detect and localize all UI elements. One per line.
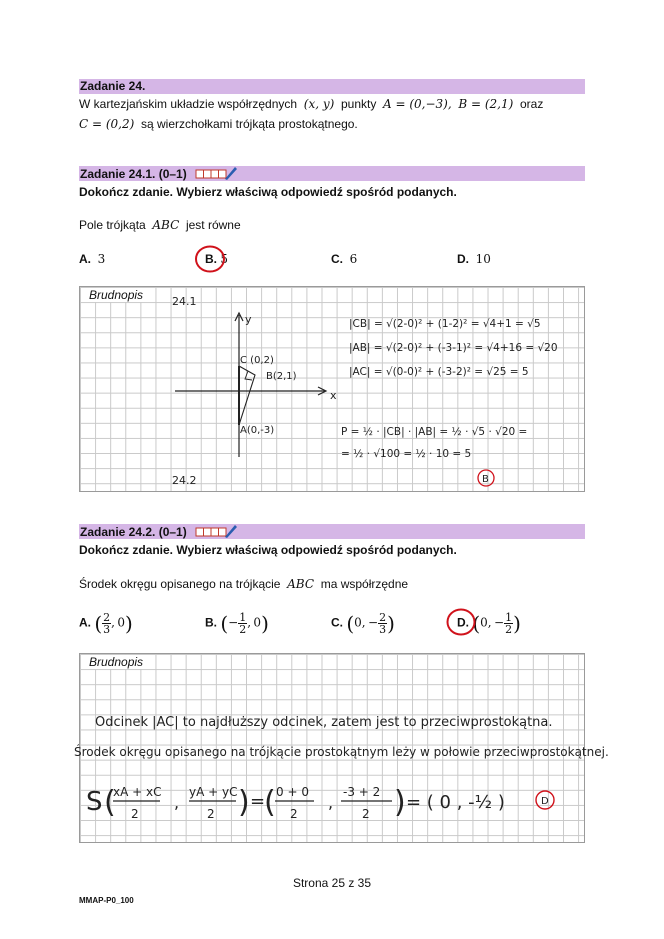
svg-text:,: , <box>328 793 334 812</box>
exam-code: MMAP-P0_100 <box>79 896 134 905</box>
hw-answer: B <box>482 474 489 485</box>
task24-2-header <box>79 524 585 539</box>
hw-line-cb: |CB| = √(2-0)² + (1-2)² = √4+1 = √5 <box>349 318 541 330</box>
hw-next-section: 24.2 <box>172 474 197 487</box>
option-24-1-c[interactable]: C. 6 <box>331 252 358 266</box>
svg-text:,: , <box>174 793 180 812</box>
draft-label: Brudnopis <box>86 655 146 669</box>
hw-frac3-num: 0 + 0 <box>276 785 309 799</box>
hw-x-label: x <box>330 389 337 402</box>
hw-point-a: A(0,-3) <box>240 425 275 436</box>
option-24-2-b[interactable]: B. (− $\frac{1}{2}$ , 0) <box>205 611 269 636</box>
page-number: Strona 25 z 35 <box>292 876 372 890</box>
task24-1-question: Pole trójkąta ABC jest równe <box>79 218 241 232</box>
hw-point-c: C (0,2) <box>240 355 274 366</box>
hw-frac2-den: 2 <box>207 807 215 821</box>
hw-frac4-num: -3 + 2 <box>343 785 381 799</box>
option-24-1-d[interactable]: D. 10 <box>457 252 491 266</box>
task24-title: Zadanie 24. <box>80 79 146 93</box>
svg-text:=: = <box>250 791 266 812</box>
scoring-boxes-icon <box>195 524 237 542</box>
svg-text:): ) <box>394 785 406 820</box>
task24-header <box>79 79 585 94</box>
hw-frac1-den: 2 <box>131 807 139 821</box>
option-24-2-a[interactable]: A. ( $\frac{2}{3}$ , 0) <box>79 611 133 636</box>
draft-label: Brudnopis <box>86 288 146 302</box>
option-24-2-d[interactable]: D. (0, − $\frac{1}{2}$ ) <box>457 611 521 636</box>
hw-area-line2: = ½ · √100 = ½ · 10 = 5 <box>341 448 472 460</box>
task24-2-question: Środek okręgu opisanego na trójkącie ABC ma współrzędne <box>79 577 409 591</box>
hw-result: = ( 0 , -½ ) <box>406 792 505 813</box>
task24-2-title: Zadanie 24.2. (0–1) <box>80 525 187 540</box>
hw-answer: D <box>541 796 549 807</box>
hw-y-label: y <box>245 313 252 326</box>
hw-line-1: Odcinek |AC| to najdłuższy odcinek, zatem jest to przeciwprostokątna. <box>95 715 553 730</box>
svg-text:(: ( <box>104 785 116 820</box>
task24-1-instruction: Dokończ zdanie. Wybierz właściwą odpowiedź spośród podanych. <box>79 185 457 199</box>
task24-1-header <box>79 166 585 181</box>
option-24-1-b[interactable]: B. 5 <box>205 252 228 266</box>
hw-area-line1: P = ½ · |CB| · |AB| = ½ · √5 · √20 = <box>341 426 528 438</box>
hw-frac4-den: 2 <box>362 807 370 821</box>
handwritten-solution-24-2 <box>0 700 664 830</box>
option-24-1-a[interactable]: A. 3 <box>79 252 106 266</box>
task24-1-title: Zadanie 24.1. (0–1) <box>80 167 187 182</box>
hw-line-ab: |AB| = √(2-0)² + (-3-1)² = √4+16 = √20 <box>349 342 558 354</box>
hw-formula-s: S <box>86 787 103 817</box>
svg-text:): ) <box>238 785 250 820</box>
handwritten-solution-24-1 <box>80 287 586 493</box>
hw-line-2: Środek okręgu opisanego na trójkącie prostokątnym leży w połowie przeciwprostokątnej. <box>74 745 609 759</box>
answer-circle-b <box>194 244 228 274</box>
answer-circle-d <box>445 607 477 637</box>
hw-section-label: 24.1 <box>172 295 197 308</box>
hw-frac2-num: yA + yC <box>189 785 238 799</box>
hw-frac3-den: 2 <box>290 807 298 821</box>
option-24-2-c[interactable]: C. (0, − $\frac{2}{3}$ ) <box>331 611 395 636</box>
draft-grid-24-1 <box>79 286 585 492</box>
task24-2-instruction: Dokończ zdanie. Wybierz właściwą odpowiedź spośród podanych. <box>79 543 457 557</box>
hw-frac1-num: xA + xC <box>113 785 162 799</box>
scoring-boxes-icon <box>195 166 237 184</box>
task24-intro-line1: W kartezjańskim układzie współrzędnych (x, y) punkty A = (0,−3), B = (2,1) oraz <box>79 97 544 111</box>
hw-line-ac: |AC| = √(0-0)² + (-3-2)² = √25 = 5 <box>349 366 529 378</box>
hw-point-b: B(2,1) <box>266 371 297 382</box>
task24-intro-line2: C = (0,2) są wierzchołkami trójkąta prostokątnego. <box>79 117 358 131</box>
svg-text:(: ( <box>264 785 276 820</box>
